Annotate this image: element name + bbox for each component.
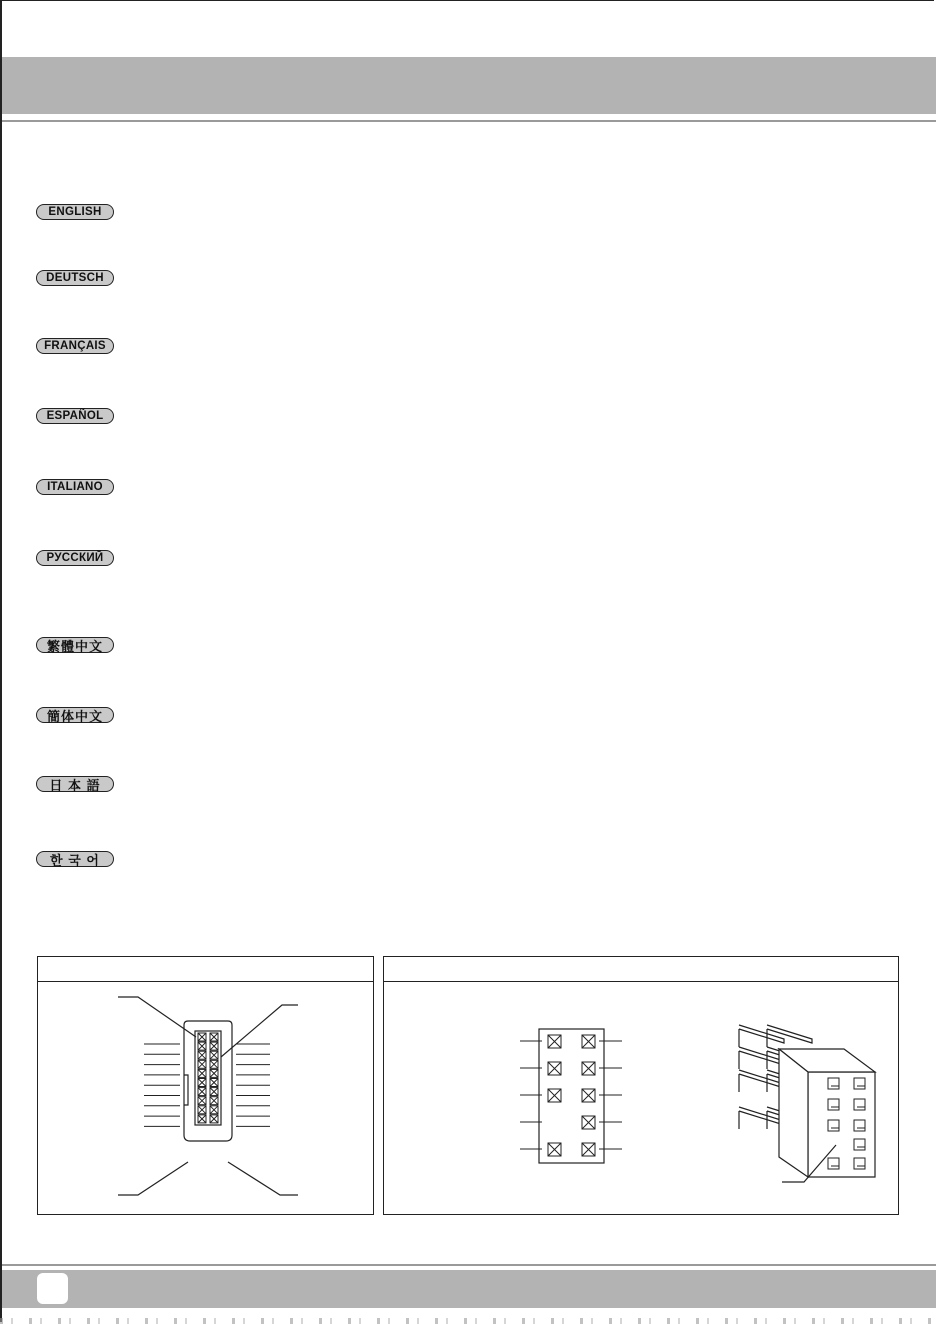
lang-badge-deutsch[interactable]: DEUTSCH bbox=[36, 270, 114, 286]
bottom-edge-texture bbox=[0, 1318, 936, 1324]
lang-badge-korean[interactable]: 한 국 어 bbox=[36, 851, 114, 867]
header-rule bbox=[2, 120, 936, 122]
lang-badge-traditional-chinese[interactable]: 繁體中文 bbox=[36, 637, 114, 653]
lang-badge-simplified-chinese[interactable]: 簡体中文 bbox=[36, 707, 114, 723]
footer-band bbox=[2, 1270, 936, 1308]
footer-rule bbox=[2, 1264, 936, 1266]
header-hole bbox=[828, 1120, 839, 1131]
lang-badge-espanol[interactable]: ESPAÑOL bbox=[36, 408, 114, 424]
lang-badge-english[interactable]: ENGLISH bbox=[36, 204, 114, 220]
connector-diagram-panel bbox=[37, 956, 374, 1215]
header-diagram-panel bbox=[383, 956, 899, 1215]
header-hole bbox=[854, 1120, 865, 1131]
connector-20pin-icon bbox=[38, 957, 372, 1213]
header-hole bbox=[854, 1158, 865, 1169]
header-band bbox=[2, 57, 936, 114]
page-number-box bbox=[37, 1273, 68, 1304]
header-9pin-icon bbox=[384, 957, 897, 1213]
header-hole bbox=[854, 1078, 865, 1089]
header-hole bbox=[828, 1078, 839, 1089]
header-hole bbox=[828, 1099, 839, 1110]
lang-badge-francais[interactable]: FRANÇAIS bbox=[36, 338, 114, 354]
lang-badge-japanese[interactable]: 日 本 語 bbox=[36, 776, 114, 792]
lang-badge-russian[interactable]: РУССКИЙ bbox=[36, 550, 114, 566]
header-hole bbox=[854, 1099, 865, 1110]
header-hole bbox=[828, 1158, 839, 1169]
lang-badge-italiano[interactable]: ITALIANO bbox=[36, 479, 114, 495]
header-hole bbox=[854, 1139, 865, 1150]
